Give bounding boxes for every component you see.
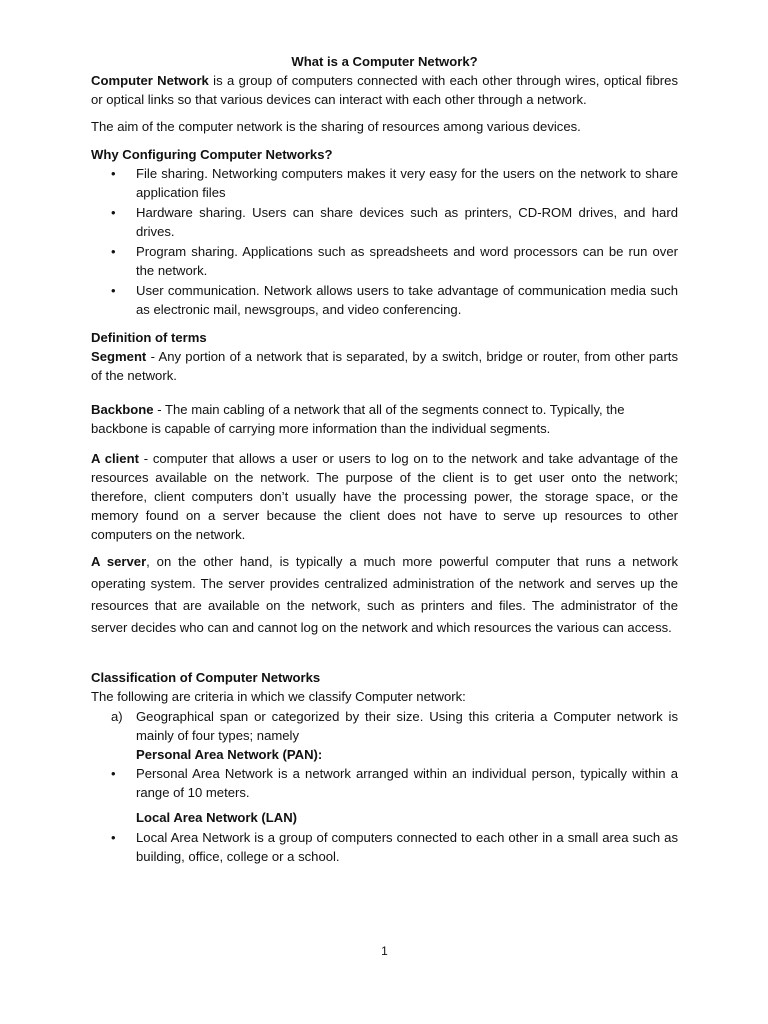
segment-definition: Segment - Any portion of a network that is separated, by a switch, bridge or router, from other parts of the network. [91,349,678,383]
classification-lead: The following are criteria in which we classify Computer network: [91,689,466,704]
lan-heading: Local Area Network (LAN) [136,810,298,825]
bullet-marker: • [111,166,116,181]
why-item-program-sharing: Program sharing. Applications such as spreadsheets and word processors can be run over the network. [136,244,678,278]
list-marker-a: a) [111,709,123,724]
classification-item-a: Geographical span or categorized by their size. Using this criteria a Computer network is mainly of four types; namely [136,709,678,743]
server-term: A server [91,554,147,569]
intro-paragraph [91,71,678,109]
client-definition: A client - computer that allows a user or users to log on to the network and take advantage of the resources available on the network. The purpose of the client is to get user onto the network; therefore, client computers don’t usually have the processing power, the storage space, or the memory found on a server because the client does not have to serve up resources to other computers on the network. [91,451,678,542]
client-term: A client [91,451,139,466]
intro-text: is a group of computers connected with each other through wires, optical fibres or optical links so that various devices can interact with each other through a network. [91,73,678,107]
definitions-heading: Definition of terms [91,330,207,345]
bullet-marker: • [111,244,116,259]
why-item-hardware-sharing: Hardware sharing. Users can share devices such as printers, CD-ROM drives, and hard drives. [136,205,678,239]
backbone-definition: Backbone - The main cabling of a network that all of the segments connect to. Typically, the backbone is capable of carrying more information than the individual segments. [91,402,625,436]
pan-heading: Personal Area Network (PAN): [136,747,323,762]
aim-paragraph: The aim of the computer network is the sharing of resources among various devices. [91,119,581,134]
segment-term: Segment [91,349,147,364]
server-definition: A server, on the other hand, is typically a much more powerful computer that runs a network operating system. The server provides centralized administration of the network and serves up the resources that are available on the network, such as printers and files. The administrator of the server decides who can and cannot log on the network and which resources the various can access. [91,554,678,635]
bullet-marker: • [111,283,116,298]
intro-term: Computer Network [91,73,209,88]
why-heading: Why Configuring Computer Networks? [91,147,333,162]
bullet-marker: • [111,205,116,220]
bullet-marker: • [111,766,116,781]
why-item-file-sharing: File sharing. Networking computers makes it very easy for the users on the network to share application files [136,166,678,200]
pan-description: Personal Area Network is a network arranged within an individual person, typically within a range of 10 meters. [136,766,678,800]
bullet-marker: • [111,830,116,845]
why-item-user-communication: User communication. Network allows users to take advantage of communication media such as electronic mail, newsgroups, and video conferencing. [136,283,678,317]
lan-description: Local Area Network is a group of computers connected to each other in a small area such as building, office, college or a school. [136,830,678,864]
page-title: What is a Computer Network? [291,54,478,69]
backbone-term: Backbone [91,402,154,417]
classification-heading: Classification of Computer Networks [91,670,321,685]
page-number: 1 [381,944,388,958]
